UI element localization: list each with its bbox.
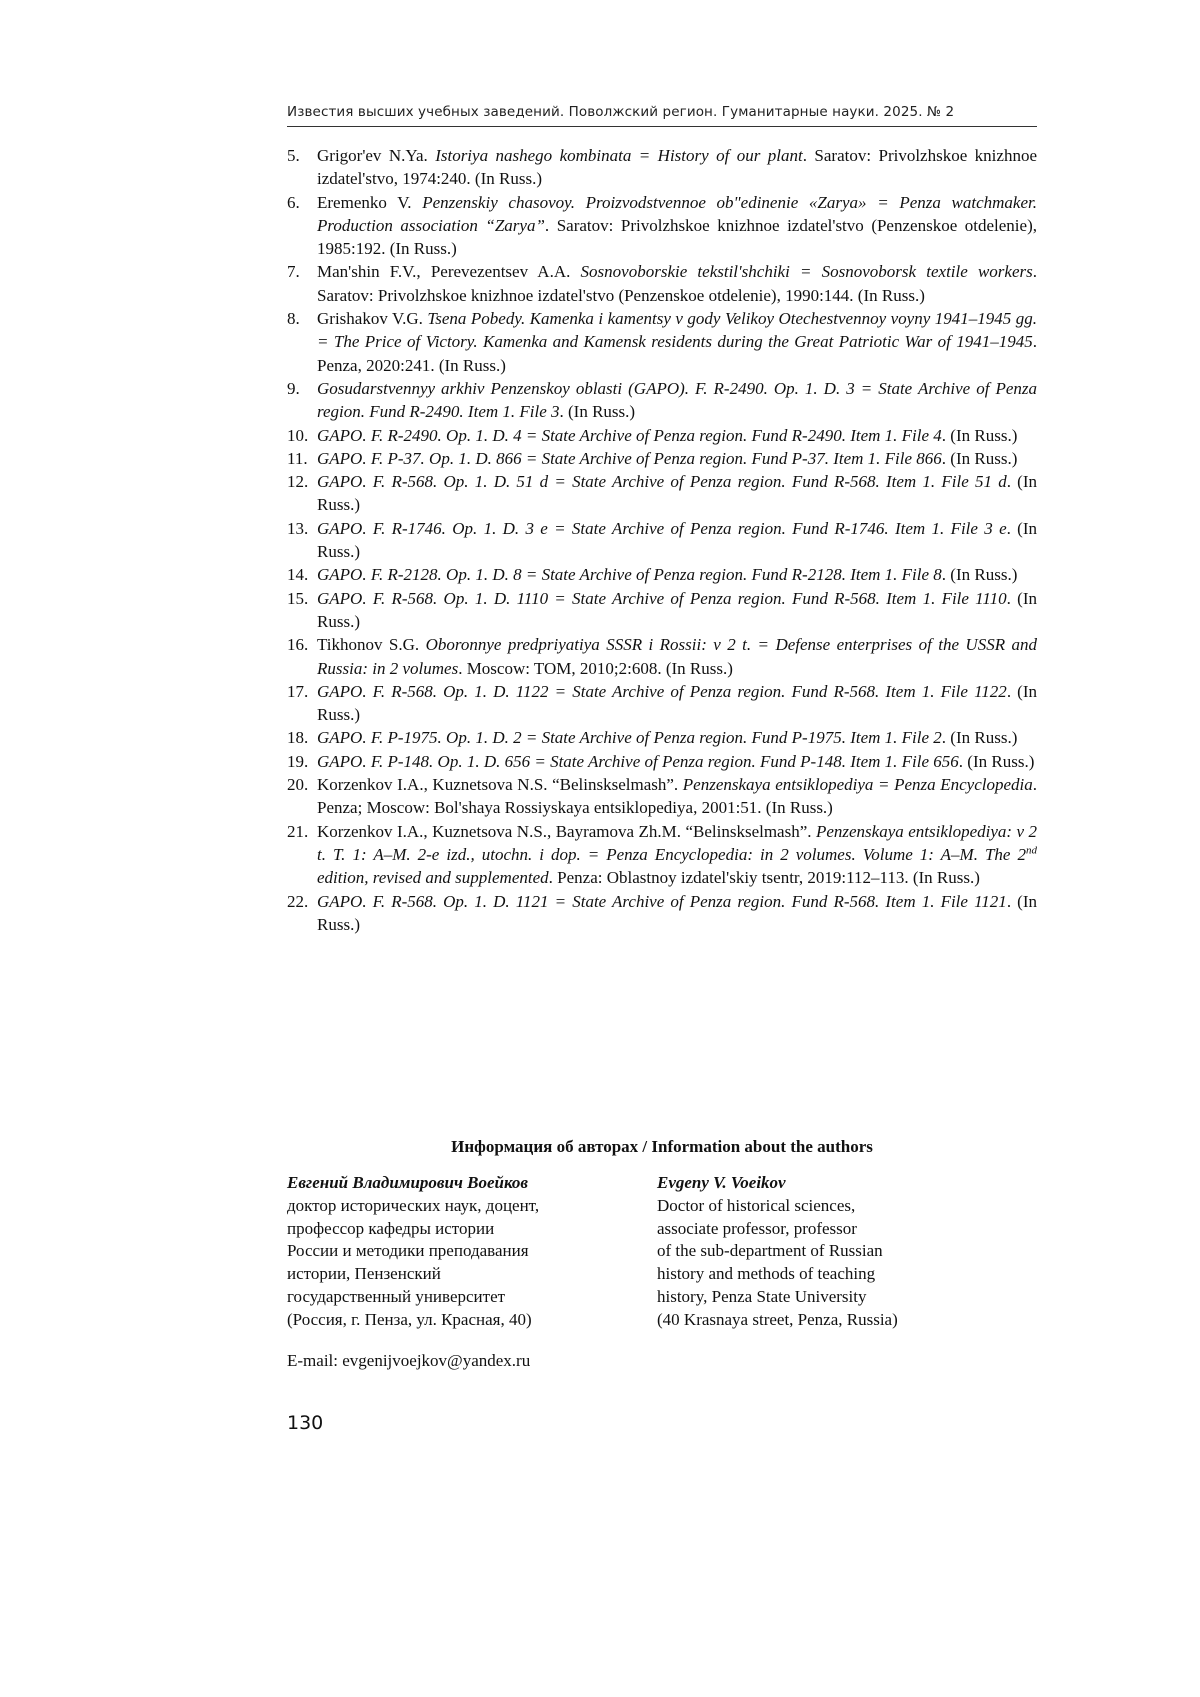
author-info-russian (287, 1172, 627, 1332)
reference-text: GAPO. F. R-2490. Op. 1. D. 4 = State Archive of Penza region. Fund R-2490. Item 1. File 4. (In Russ.) (317, 425, 1018, 445)
reference-item (287, 890, 1037, 937)
author-email: E-mail: evgenijvoejkov@yandex.ru (287, 1351, 531, 1370)
reference-text: GAPO. F. R-568. Op. 1. D. 1121 = State Archive of Penza region. Fund R-568. Item 1. File 1121. (In Russ.) (317, 891, 1037, 934)
reference-item (287, 517, 1037, 564)
reference-text: Korzenkov I.A., Kuznetsova N.S., Bayramova Zh.M. “Belinskselmash”. Penzenskaya entsiklopediya: v 2 t. T. 1: A–M. 2-e izd., utochn. i dop. = Penza Encyclopedia: in 2 volumes. Volume 1: A–M. The 2nd edition, revised and supplemented. Penza: Oblastnoy izdatel'skiy tsentr, 2019:112–113. (In Russ.) (317, 821, 1037, 888)
reference-number: 19. (287, 751, 309, 771)
author-affiliation-line: доктор исторических наук, доцент, (287, 1195, 540, 1215)
running-header: Известия высших учебных заведений. Поволжский регион. Гуманитарные науки. 2025. № 2 (287, 104, 955, 120)
reference-item (287, 750, 1037, 773)
reference-text: GAPO. F. P-37. Op. 1. D. 866 = State Archive of Penza region. Fund P-37. Item 1. File 866. (In Russ.) (317, 448, 1018, 468)
reference-text: Gosudarstvennyy arkhiv Penzenskoy oblasti (GAPO). F. R-2490. Op. 1. D. 3 = State Archive of Penza region. Fund R-2490. Item 1. File 3. (In Russ.) (317, 378, 1037, 422)
reference-number: 12. (287, 472, 309, 492)
reference-item (287, 587, 1037, 634)
author-affiliation-line: history and methods of teaching (657, 1264, 876, 1284)
reference-number: 9. (287, 378, 300, 398)
reference-text: GAPO. F. R-568. Op. 1. D. 1122 = State Archive of Penza region. Fund R-568. Item 1. File 1122. (In Russ.) (317, 681, 1037, 725)
reference-text: Korzenkov I.A., Kuznetsova N.S. “Belinskselmash”. Penzenskaya entsiklopediya = Penza Encyclopedia. Penza; Moscow: Bol'shaya Rossiyskaya entsiklopediya, 2001:51. (In Russ.) (317, 775, 1037, 818)
reference-number: 11. (287, 448, 308, 468)
author-name-en: Evgeny V. Voeikov (657, 1173, 786, 1192)
reference-number: 14. (287, 565, 309, 585)
reference-number: 10. (287, 425, 309, 445)
reference-item (287, 563, 1037, 586)
reference-text: Man'shin F.V., Perevezentsev A.A. Sosnovoborskie tekstil'shchiki = Sosnovoborsk textile workers. Saratov: Privolzhskoe knizhnoe izdatel'stvo (Penzenskoe otdelenie), 1990:144. (In Russ.) (317, 262, 1037, 305)
reference-text: GAPO. F. R-568. Op. 1. D. 51 d = State Archive of Penza region. Fund R-568. Item 1. File 51 d. (In Russ.) (317, 472, 1037, 515)
reference-number: 6. (287, 192, 300, 212)
author-affiliation-line: of the sub-department of Russian (657, 1241, 883, 1261)
reference-number: 13. (287, 518, 309, 538)
reference-number: 5. (287, 146, 300, 165)
reference-list (287, 144, 1037, 936)
reference-item (287, 680, 1037, 727)
author-info-english (657, 1172, 997, 1332)
reference-item (287, 470, 1037, 517)
author-affiliation-line: (40 Krasnaya street, Penza, Russia) (657, 1309, 898, 1329)
reference-item (287, 424, 1037, 447)
reference-number: 7. (287, 262, 300, 282)
reference-item (287, 633, 1037, 680)
authors-section-heading: Информация об авторах / Information about the authors (451, 1137, 873, 1156)
reference-text: Eremenko V. Penzenskiy chasovoy. Proizvodstvennoe ob"edinenie «Zarya» = Penza watchmaker. Production association “Zarya”. Saratov: Privolzhskoe knizhnoe izdatel'stvo (Penzenskoe otdelenie), 1985:192. (In Russ.) (317, 192, 1037, 259)
reference-number: 22. (287, 891, 309, 911)
reference-item (287, 447, 1037, 470)
author-affiliation-line: государственный университет (287, 1286, 506, 1306)
reference-text: GAPO. F. R-2128. Op. 1. D. 8 = State Archive of Penza region. Fund R-2128. Item 1. File 8. (In Russ.) (317, 565, 1018, 585)
reference-item (287, 144, 1037, 191)
page-number: 130 (287, 1412, 324, 1434)
author-affiliation-line: (Россия, г. Пенза, ул. Красная, 40) (287, 1309, 532, 1329)
author-affiliation-line: России и методики преподавания (287, 1241, 529, 1261)
reference-item (287, 307, 1037, 377)
reference-number: 20. (287, 775, 309, 795)
reference-text: Tikhonov S.G. Oboronnye predpriyatiya SSSR i Rossii: v 2 t. = Defense enterprises of the USSR and Russia: in 2 volumes. Moscow: TOM, 2010;2:608. (In Russ.) (317, 635, 1038, 678)
reference-number: 15. (287, 588, 309, 608)
reference-text: GAPO. F. R-568. Op. 1. D. 1110 = State Archive of Penza region. Fund R-568. Item 1. File 1110. (In Russ.) (317, 588, 1037, 631)
reference-text: Grigor'ev N.Ya. Istoriya nashego kombinata = History of our plant. Saratov: Privolzhskoe knizhnoe izdatel'stvo, 1974:240. (In Russ.) (317, 146, 1037, 189)
author-affiliation-line: Doctor of historical sciences, (657, 1195, 856, 1215)
author-affiliation-line: истории, Пензенский (287, 1264, 441, 1284)
reference-text: GAPO. F. R-1746. Op. 1. D. 3 e = State Archive of Penza region. Fund R-1746. Item 1. File 3 e. (In Russ.) (317, 518, 1037, 562)
reference-item (287, 377, 1037, 424)
author-affiliation-line: history, Penza State University (657, 1286, 867, 1306)
reference-item (287, 726, 1037, 749)
reference-number: 17. (287, 681, 309, 701)
reference-item (287, 820, 1037, 890)
reference-number: 16. (287, 635, 309, 655)
author-affiliation-line: профессор кафедры истории (287, 1218, 495, 1238)
reference-number: 18. (287, 728, 309, 748)
reference-item (287, 191, 1037, 261)
reference-item (287, 260, 1037, 307)
reference-number: 8. (287, 309, 300, 329)
reference-text: GAPO. F. P-148. Op. 1. D. 656 = State Archive of Penza region. Fund P-148. Item 1. File 656. (In Russ.) (317, 751, 1035, 771)
reference-text: GAPO. F. P-1975. Op. 1. D. 2 = State Archive of Penza region. Fund P-1975. Item 1. File 2. (In Russ.) (317, 728, 1018, 748)
author-affiliation-line: associate professor, professor (657, 1218, 857, 1238)
author-name-ru: Евгений Владимирович Воейков (287, 1173, 529, 1192)
reference-number: 21. (287, 821, 309, 841)
header-divider (287, 126, 1037, 127)
reference-text: Grishakov V.G. Tsena Pobedy. Kamenka i kamentsy v gody Velikoy Otechestvennoy voyny 1941–1945 gg. = The Price of Victory. Kamenka and Kamensk residents during the Great Patriotic War of 1941–1945. Penza, 2020:241. (In Russ.) (317, 309, 1037, 375)
reference-item (287, 773, 1037, 820)
